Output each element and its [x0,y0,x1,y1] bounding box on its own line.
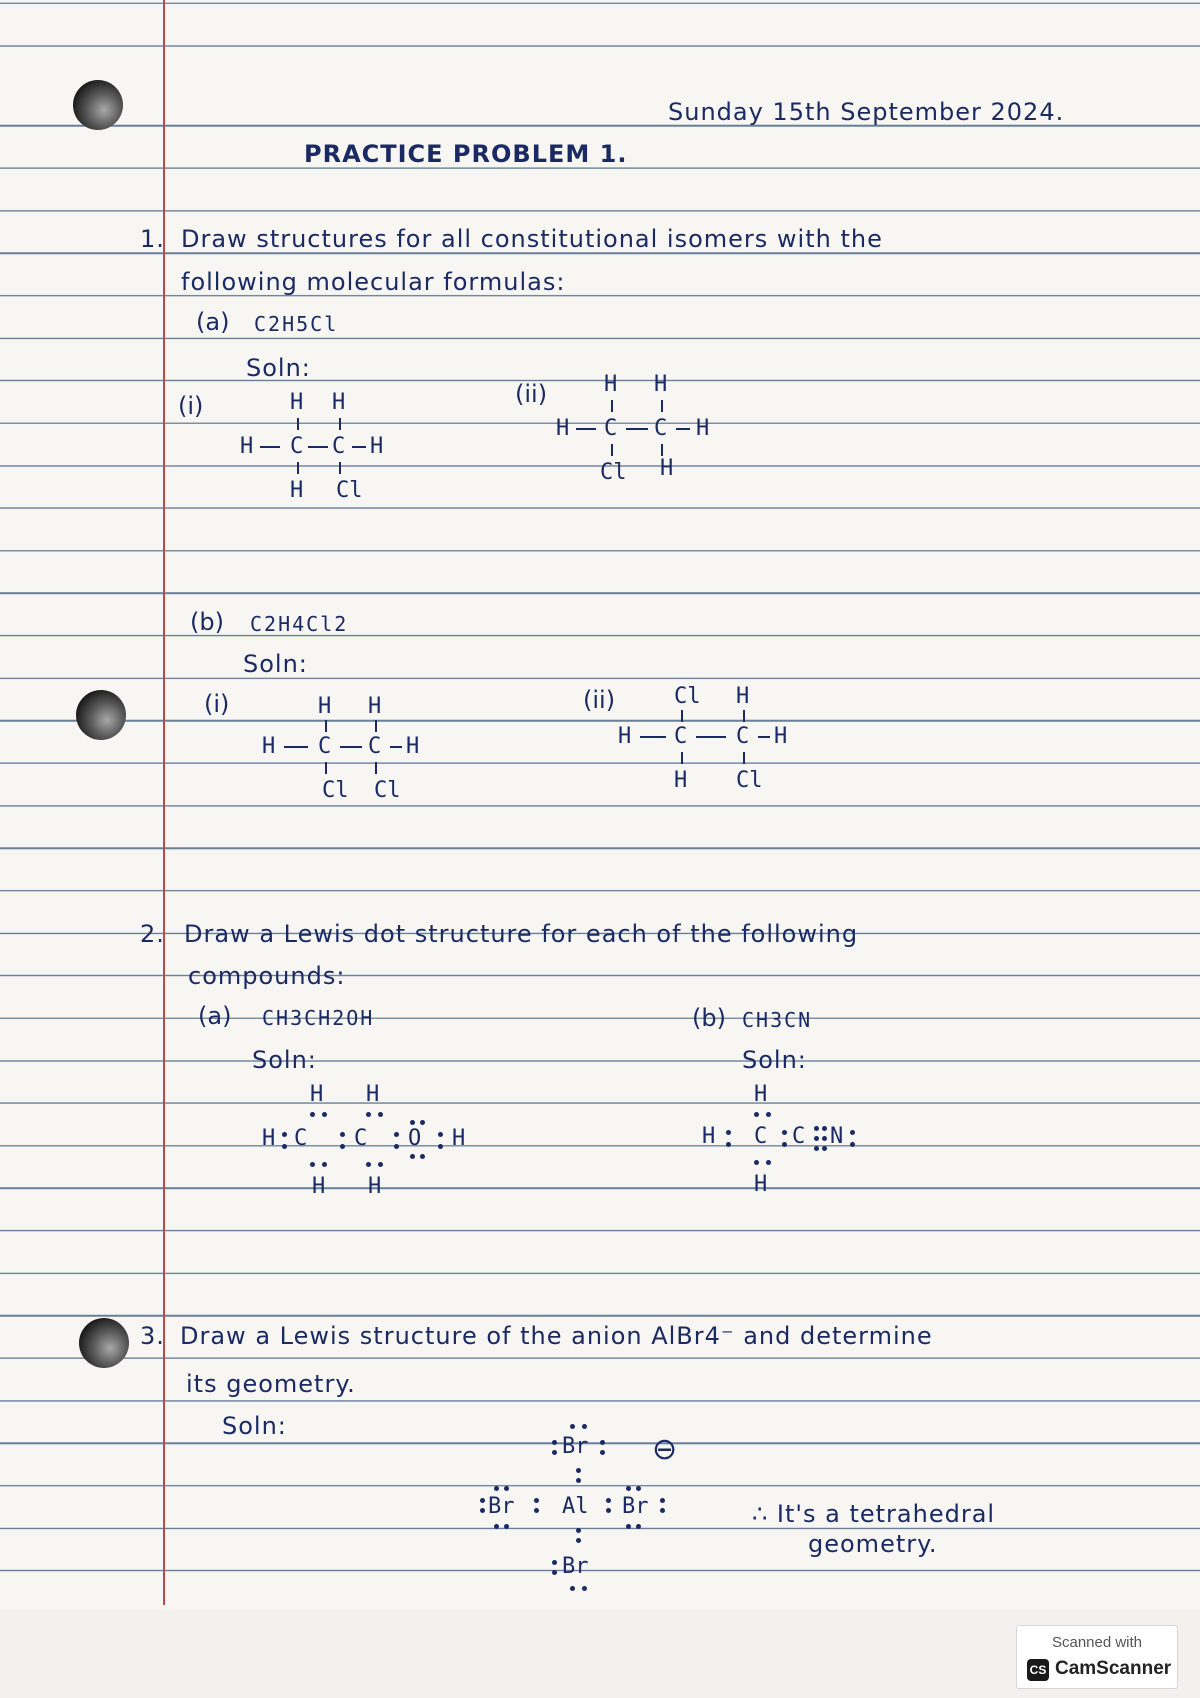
atom-c: C [294,1126,308,1151]
atom-h: H [262,1126,276,1151]
atom-h: H [312,1174,326,1199]
q2b-formula: CH3CN [742,1008,813,1032]
atom-h: H [332,390,346,415]
atom-c: C [654,416,668,441]
q3-soln: Soln: [222,1412,287,1440]
q2a-formula: CH3CH2OH [262,1006,375,1030]
atom-h: H [774,724,788,749]
atom-h: H [754,1172,768,1197]
camscanner-logo-icon: CS [1027,1659,1049,1681]
atom-h: H [604,372,618,397]
atom-h: H [240,434,254,459]
atom-cl: Cl [674,684,701,709]
atom-h: H [452,1126,466,1151]
atom-c: C [332,434,346,459]
q2b-soln: Soln: [742,1046,807,1074]
binder-hole-bottom [79,1318,129,1368]
q1a-ii-label: (ii) [515,380,548,408]
atom-h: H [368,694,382,719]
q1a-soln: Soln: [246,354,311,382]
date: Sunday 15th September 2024. [668,98,1065,126]
binder-hole-top [73,80,123,130]
q1-number: 1. [140,225,165,253]
camscanner-watermark [1016,1625,1178,1689]
atom-h: H [262,734,276,759]
atom-c: C [674,724,688,749]
atom-al: Al [562,1494,589,1519]
atom-h: H [702,1124,716,1149]
atom-br: Br [488,1494,515,1519]
q1b-formula: C2H4Cl2 [250,612,349,636]
q1a-i-label: (i) [178,392,204,420]
q1a-formula: C2H5Cl [254,312,339,336]
atom-h: H [290,478,304,503]
atom-h: H [736,684,750,709]
atom-n: N [830,1124,844,1149]
atom-c: C [736,724,750,749]
q1-text-line1: Draw structures for all constitutional isomers with the [181,225,883,253]
q2a-soln: Soln: [252,1046,317,1074]
q1b-soln: Soln: [243,650,308,678]
q1a-label: (a) [196,308,230,336]
atom-h: H [318,694,332,719]
q2-text-line2: compounds: [188,962,346,990]
q1-text-line2: following molecular formulas: [181,268,566,296]
atom-br: Br [622,1494,649,1519]
q3-number: 3. [140,1322,165,1350]
atom-h: H [618,724,632,749]
atom-h: H [290,390,304,415]
q2-number: 2. [140,920,165,948]
atom-h: H [556,416,570,441]
atom-h: H [674,768,688,793]
atom-cl: Cl [600,460,627,485]
q1b-ii-label: (ii) [583,686,616,714]
page-title: PRACTICE PROBLEM 1. [304,140,628,168]
atom-c: C [754,1124,768,1149]
atom-cl: Cl [336,478,363,503]
atom-br: Br [562,1554,589,1579]
atom-h: H [310,1082,324,1107]
atom-h: H [754,1082,768,1107]
atom-h: H [654,372,668,397]
atom-c: C [354,1126,368,1151]
atom-h: H [406,734,420,759]
q3-text-line2: its geometry. [186,1370,356,1398]
q2b-label: (b) [692,1004,726,1032]
atom-h: H [660,456,674,481]
atom-h: H [368,1174,382,1199]
q1b-i-label: (i) [204,690,230,718]
atom-c: C [290,434,304,459]
atom-c: C [368,734,382,759]
atom-h: H [366,1082,380,1107]
atom-h: H [370,434,384,459]
q1b-label: (b) [190,608,224,636]
binder-hole-middle [76,690,126,740]
q3-text-line1: Draw a Lewis structure of the anion AlBr4⁻ and determine [180,1322,933,1350]
atom-c: C [318,734,332,759]
atom-cl: Cl [374,778,401,803]
atom-o: O [408,1126,422,1151]
atom-h: H [696,416,710,441]
q2-text-line1: Draw a Lewis dot structure for each of the following [184,920,859,948]
q3-conclusion-line2: geometry. [808,1530,938,1558]
atom-c: C [604,416,618,441]
watermark-brand: CamScanner [1055,1658,1172,1679]
negative-charge: ⊖ [652,1432,678,1467]
atom-cl: Cl [322,778,349,803]
q2a-label: (a) [198,1002,232,1030]
watermark-caption: Scanned with [1051,1634,1143,1651]
atom-br: Br [562,1434,589,1459]
q3-conclusion-line1: ∴ It's a tetrahedral [752,1500,996,1528]
atom-c: C [792,1124,806,1149]
atom-cl: Cl [736,768,763,793]
